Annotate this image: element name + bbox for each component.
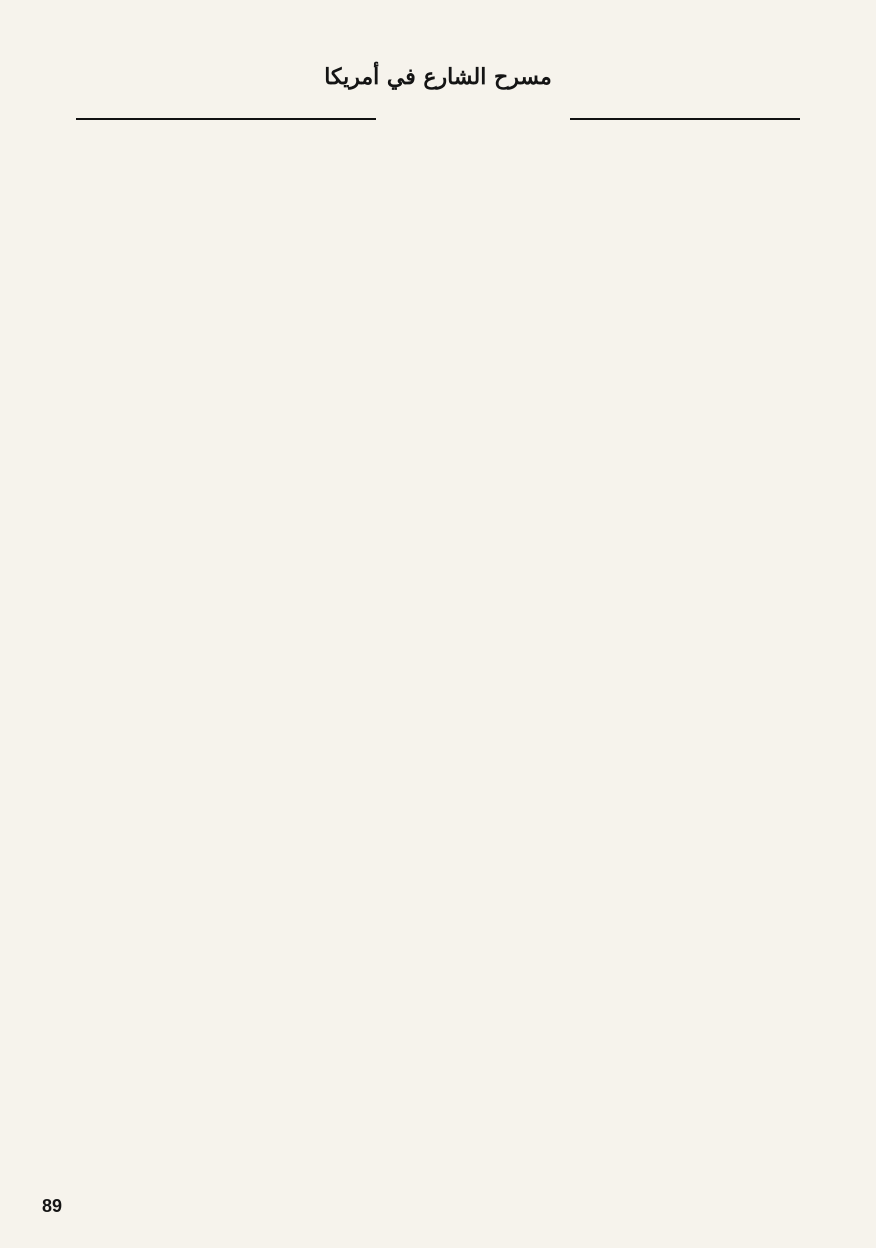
page-title: مسرح الشارع في أمريكا xyxy=(314,64,562,90)
column-left xyxy=(38,96,430,1176)
running-header xyxy=(38,46,838,90)
column-right xyxy=(462,96,842,1176)
page-number: 89 xyxy=(42,1196,63,1216)
